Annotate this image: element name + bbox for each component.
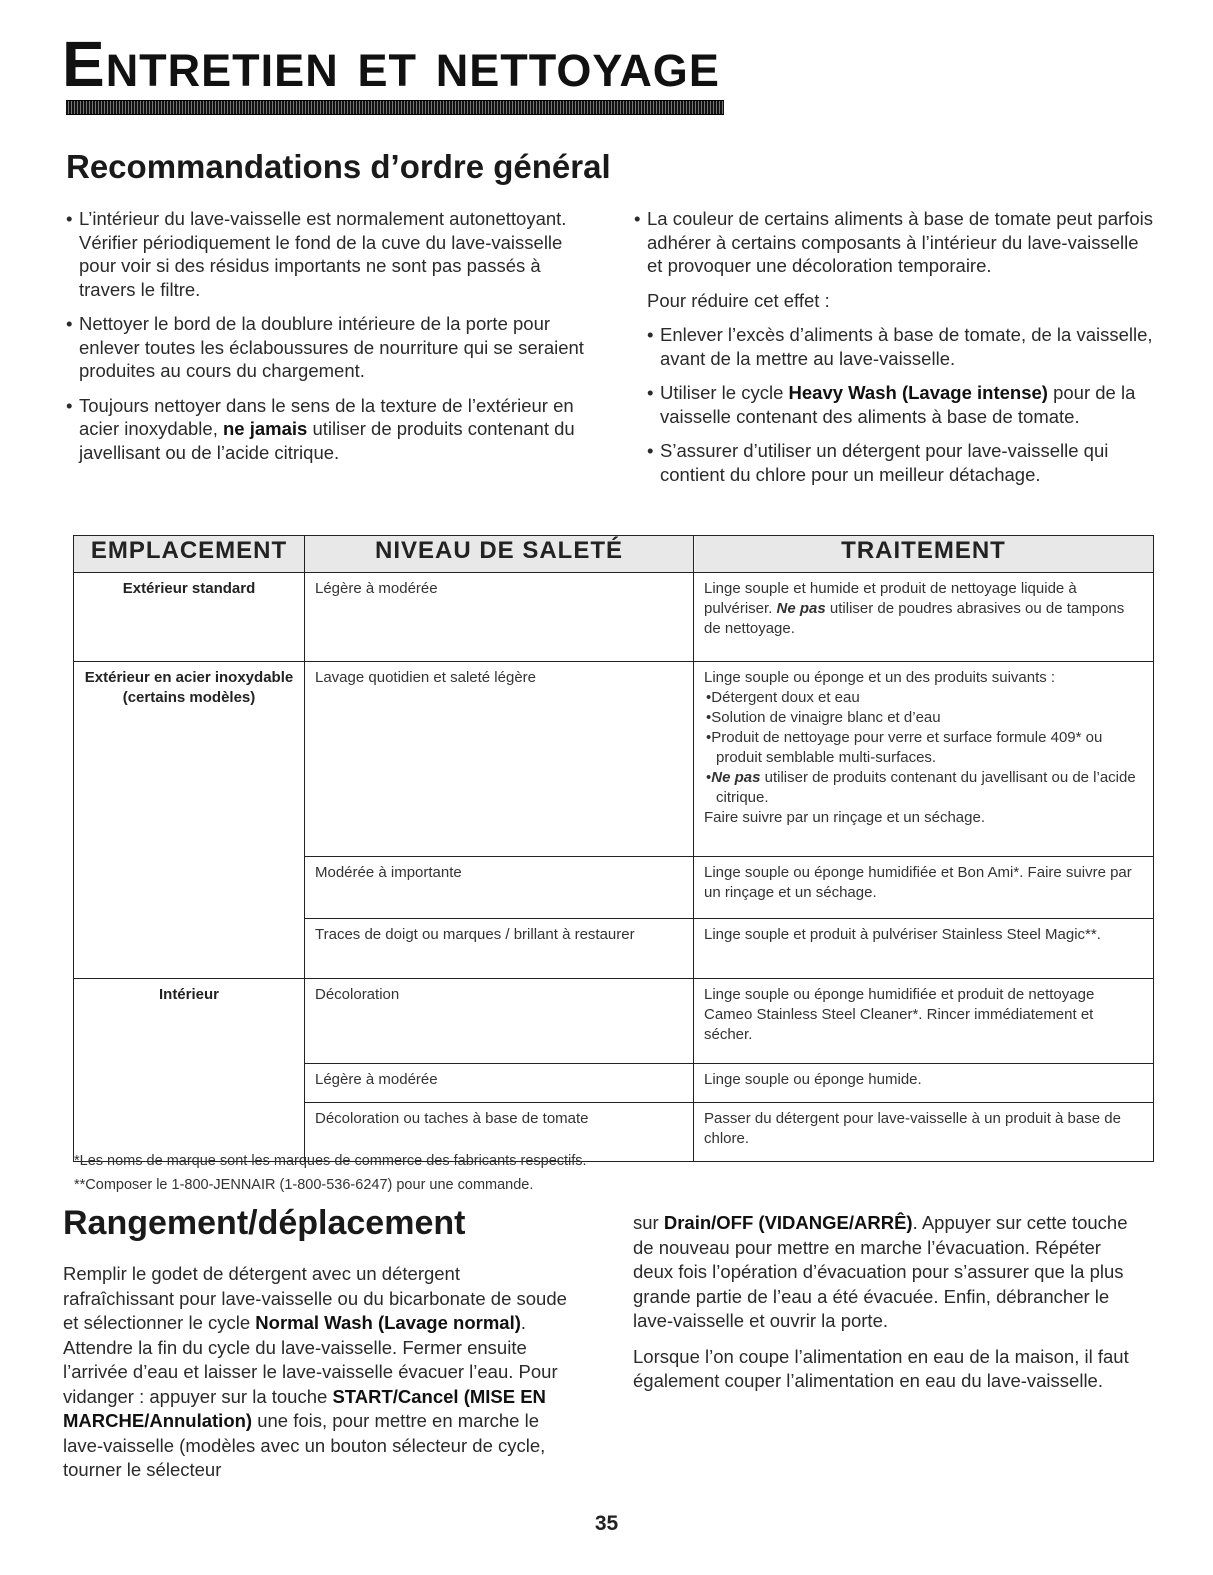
treatment-cell: Linge souple ou éponge et un des produits suivants : • Détergent doux et eau • Solution de vinaigre blanc et d’eau • Produit de nettoyage pour verre et surface formule 409* ou produit semblable multi-surfaces. • Ne pas utiliser de produits contenant du javellisant ou de l’acide citrique. Faire suivre par un rinçage et un séchage. xyxy=(694,662,1154,857)
level-cell: Décoloration ou taches à base de tomate xyxy=(305,1103,694,1162)
bullet-item: • Toujours nettoyer dans le sens de la texture de l’extérieur en acier inoxydable, ne jamais utiliser de produits contenant du javellisant ou de l’acide citrique. xyxy=(66,394,591,465)
table-row xyxy=(74,662,1154,857)
location-cell: Extérieur en acier inoxydable (certains modèles) xyxy=(74,662,305,979)
table-row xyxy=(74,573,1154,662)
sub-bullet-item: • S’assurer d’utiliser un détergent pour lave-vaisselle qui contient du chlore pour un meilleur détachage. xyxy=(647,439,1159,486)
footnote-order-phone: **Composer le 1-800-JENNAIR (1-800-536-6247) pour une commande. xyxy=(74,1177,534,1193)
left-bullet-column xyxy=(66,207,591,475)
storage-paragraph: Remplir le godet de détergent avec un détergent rafraîchissant pour lave-vaisselle ou du bicarbonate de soude et sélectionner le cycle Normal Wash (Lavage normal). Attendre la fin du cycle du lave-vaisselle. Fermer ensuite l’arrivée d’eau et laisser le lave-vaisselle évacuer l’eau. Pour vidanger : appuyer sur la touche START/Cancel (MISE EN MARCHE/Annulation) une fois, pour mettre en marche le lave-vaisselle (modèles avec un bouton sélecteur de cycle, tourner le sélecteur xyxy=(63,1263,567,1480)
bullet-item: • L’intérieur du lave-vaisselle est normalement autonettoyant. Vérifier périodiquement le fond de la cuve du lave-vaisselle pour voir si des résidus importants ne sont pas passés à travers le filtre. xyxy=(66,207,591,301)
sub-bullet-item: • Enlever l’excès d’aliments à base de tomate, de la vaisselle, avant de la mettre au lave-vaisselle. xyxy=(647,323,1159,370)
page-number: 35 xyxy=(594,1512,619,1535)
treatment-cell: Linge souple et humide et produit de nettoyage liquide à pulvériser. Ne pas utiliser de poudres abrasives ou de tampons de nettoyage. xyxy=(694,573,1154,662)
storage-paragraph: Lorsque l’on coupe l’alimentation en eau de la maison, il faut également couper l’alimentation en eau du lave-vaisselle. xyxy=(633,1345,1129,1391)
header-soil-level: NIVEAU DE SALETÉ xyxy=(305,536,694,573)
treatment-cell: Linge souple ou éponge humidifiée et produit de nettoyage Cameo Stainless Steel Cleaner*. Rincer immédiatement et sécher. xyxy=(694,979,1154,1064)
header-treatment: TRAITEMENT xyxy=(694,536,1154,573)
sub-bullet-item: • Utiliser le cycle Heavy Wash (Lavage intense) pour de la vaisselle contenant des aliments à base de tomate. xyxy=(647,381,1159,428)
bullet-item: • Nettoyer le bord de la doublure intérieure de la porte pour enlever toutes les éclaboussures de nourriture qui se seraient produites au cours du chargement. xyxy=(66,312,591,383)
table-header-row xyxy=(74,536,1154,573)
right-bullet-column xyxy=(634,207,1159,497)
location-cell: Intérieur xyxy=(74,979,305,1162)
level-cell: Lavage quotidien et saleté légère xyxy=(305,662,694,857)
treatment-cell: Linge souple ou éponge humidifiée et Bon Ami*. Faire suivre par un rinçage et un séchage. xyxy=(694,857,1154,919)
location-cell: Extérieur standard xyxy=(74,573,305,662)
intro-text: Pour réduire cet effet : xyxy=(647,289,830,311)
treatment-cell: Linge souple ou éponge humide. xyxy=(694,1064,1154,1103)
treatment-cell: Passer du détergent pour lave-vaisselle à un produit à base de chlore. xyxy=(694,1103,1154,1162)
bullet-item: • La couleur de certains aliments à base de tomate peut parfois adhérer à certains composants à l’intérieur du lave-vaisselle et provoquer une décoloration temporaire. xyxy=(634,207,1159,278)
storage-paragraph-right xyxy=(633,1211,1143,1405)
cleaning-table xyxy=(73,535,1154,1162)
level-cell: Modérée à importante xyxy=(305,857,694,919)
level-cell: Légère à modérée xyxy=(305,573,694,662)
level-cell: Traces de doigt ou marques / brillant à restaurer xyxy=(305,919,694,979)
storage-paragraph: sur Drain/OFF (VIDANGE/ARRÊ). Appuyer sur cette touche de nouveau pour mettre en marche l’évacuation. Répéter deux fois l’opération d’évacuation pour s’assurer que la plus grande partie de l’eau a été évacuée. Enfin, débrancher le lave-vaisselle et ouvrir la porte. xyxy=(633,1212,1128,1331)
storage-paragraph-left xyxy=(63,1262,573,1494)
treatment-cell: Linge souple et produit à pulvériser Stainless Steel Magic**. xyxy=(694,919,1154,979)
title-rule xyxy=(66,100,724,115)
level-cell: Décoloration xyxy=(305,979,694,1064)
level-cell: Légère à modérée xyxy=(305,1064,694,1103)
table-row xyxy=(74,979,1154,1064)
footnote-trademarks: *Les noms de marque sont les marques de commerce des fabricants respectifs. xyxy=(74,1153,587,1169)
header-location: EMPLACEMENT xyxy=(74,536,305,573)
section-title: Recommandations d’ordre général xyxy=(66,148,611,185)
page-title: Entretien et nettoyage xyxy=(62,28,720,100)
section-title-storage: Rangement/déplacement xyxy=(63,1204,466,1242)
